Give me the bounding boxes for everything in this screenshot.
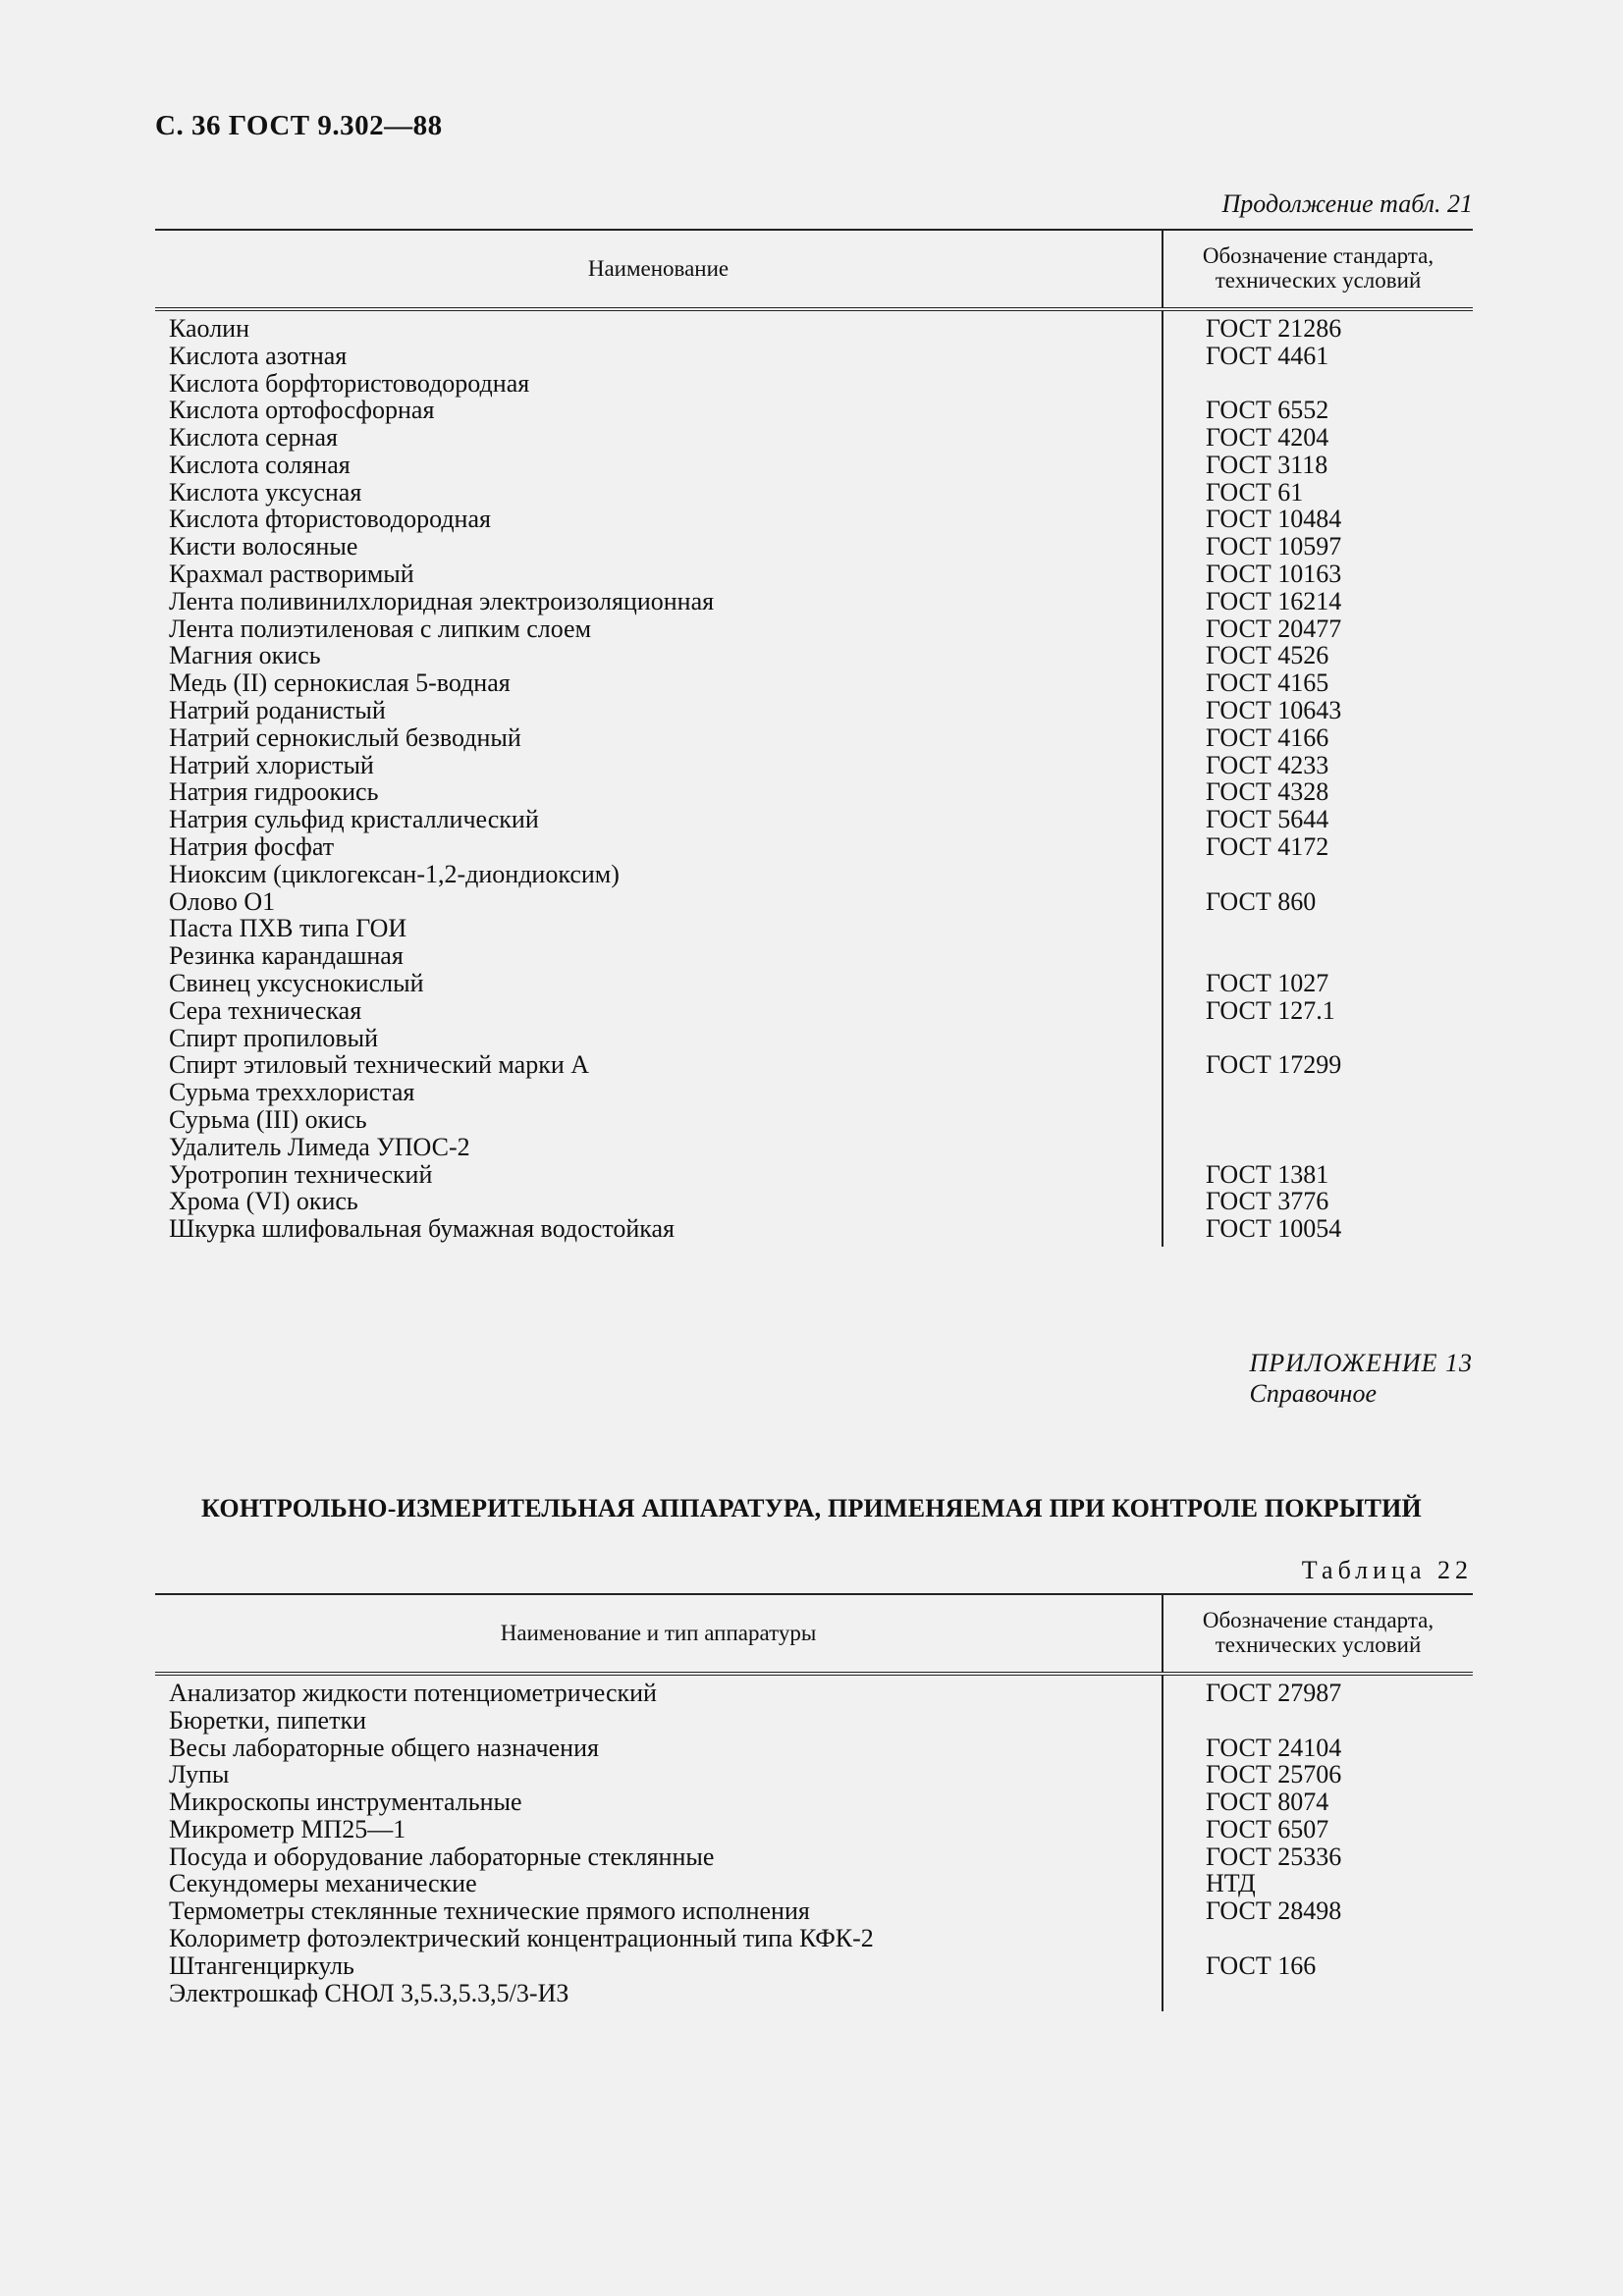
row-standard: ГОСТ 27987	[1206, 1678, 1342, 1707]
table-row	[155, 643, 1473, 670]
table-row	[155, 343, 1473, 370]
row-name: Лента полиэтиленовая с липким слоем	[169, 614, 592, 643]
row-name: Сурьма (III) окись	[169, 1105, 367, 1135]
row-name: Паста ПХВ типа ГОИ	[169, 914, 407, 943]
table-row	[155, 370, 1473, 398]
table-22-body	[155, 1676, 1473, 2011]
table-row	[155, 452, 1473, 479]
row-name: Кислота борфтористоводородная	[169, 368, 530, 398]
row-name: Свинец уксуснокислый	[169, 969, 424, 998]
row-standard: ГОСТ 20477	[1206, 614, 1342, 643]
row-standard: ГОСТ 21286	[1206, 313, 1342, 343]
row-name: Крахмал растворимый	[169, 560, 414, 589]
table-row	[155, 1079, 1473, 1106]
table-row	[155, 1816, 1473, 1843]
row-name: Медь (II) сернокислая 5-водная	[169, 668, 511, 698]
row-name: Микроскопы инструментальные	[169, 1788, 522, 1817]
row-name: Термометры стеклянные технические прямого исполнения	[169, 1896, 810, 1926]
row-standard: ГОСТ 10484	[1206, 505, 1342, 534]
row-name: Секундомеры механические	[169, 1869, 477, 1898]
table-row	[155, 1897, 1473, 1925]
row-name: Кисти волосяные	[169, 532, 358, 561]
table-21-header	[155, 229, 1473, 311]
table-row	[155, 615, 1473, 643]
table-row	[155, 397, 1473, 424]
table-22-col-standard-line1: Обозначение стандарта,	[1202, 1608, 1434, 1633]
table-row	[155, 1025, 1473, 1052]
row-name: Кислота ортофосфорная	[169, 396, 435, 425]
row-name: Кислота азотная	[169, 341, 348, 370]
row-name: Шкурка шлифовальная бумажная водостойкая	[169, 1214, 675, 1244]
table-row	[155, 779, 1473, 807]
row-standard: НТД	[1206, 1869, 1256, 1898]
row-name: Сурьма треххлористая	[169, 1078, 415, 1107]
table-row	[155, 1052, 1473, 1080]
row-standard: ГОСТ 4165	[1206, 668, 1329, 698]
row-name: Удалитель Лимеда УПОС-2	[169, 1132, 470, 1161]
table-row	[155, 588, 1473, 615]
row-standard: ГОСТ 28498	[1206, 1896, 1342, 1926]
section-title: КОНТРОЛЬНО-ИЗМЕРИТЕЛЬНАЯ АППАРАТУРА, ПРИМЕНЯЕМАЯ ПРИ КОНТРОЛЕ ПОКРЫТИЙ	[201, 1494, 1422, 1522]
row-standard: ГОСТ 10643	[1206, 696, 1342, 725]
row-name: Натрий хлористый	[169, 750, 374, 779]
row-name: Натрий роданистый	[169, 696, 386, 725]
row-standard: ГОСТ 10054	[1206, 1214, 1342, 1244]
row-name: Резинка карандашная	[169, 941, 404, 971]
table-22-col-standard	[1162, 1595, 1473, 1672]
table-row	[155, 669, 1473, 697]
row-name: Натрия сульфид кристаллический	[169, 805, 539, 834]
table-row	[155, 561, 1473, 588]
table-row	[155, 861, 1473, 888]
row-standard: ГОСТ 5644	[1206, 805, 1329, 834]
row-name: Натрий сернокислый безводный	[169, 722, 521, 752]
row-name: Уротропин технический	[169, 1159, 433, 1189]
table-row	[155, 970, 1473, 997]
table-row	[155, 1980, 1473, 2007]
table-row	[155, 1952, 1473, 1980]
row-name: Сера техническая	[169, 995, 362, 1025]
table-row	[155, 1871, 1473, 1898]
row-name: Колориметр фотоэлектрический концентрационный типа КФК-2	[169, 1924, 874, 1953]
row-name: Каолин	[169, 313, 249, 343]
row-standard: ГОСТ 10163	[1206, 560, 1342, 589]
table-22-label: Таблица 22	[1301, 1556, 1473, 1584]
row-standard: ГОСТ 6507	[1206, 1814, 1329, 1843]
row-name: Кислота фтористоводородная	[169, 505, 491, 534]
row-name: Кислота соляная	[169, 450, 351, 479]
row-name: Спирт пропиловый	[169, 1023, 379, 1052]
row-standard: ГОСТ 4166	[1206, 722, 1329, 752]
table-22-header	[155, 1593, 1473, 1676]
row-standard: ГОСТ 127.1	[1206, 995, 1335, 1025]
row-name: Анализатор жидкости потенциометрический	[169, 1678, 657, 1707]
page-header: С. 36 ГОСТ 9.302—88	[155, 110, 443, 141]
row-standard: ГОСТ 17299	[1206, 1050, 1342, 1080]
row-standard: ГОСТ 166	[1206, 1950, 1317, 1980]
table-row	[155, 888, 1473, 916]
row-name: Натрия гидроокись	[169, 777, 379, 807]
table-row	[155, 1707, 1473, 1735]
row-name: Ниоксим (циклогексан-1,2-диондиоксим)	[169, 859, 620, 888]
table-row	[155, 1134, 1473, 1161]
table-row	[155, 806, 1473, 833]
row-standard: ГОСТ 25336	[1206, 1842, 1342, 1871]
table-row	[155, 479, 1473, 507]
row-name: Бюретки, пипетки	[169, 1705, 366, 1735]
row-standard: ГОСТ 4204	[1206, 423, 1329, 453]
table-row	[155, 1680, 1473, 1707]
row-standard: ГОСТ 24104	[1206, 1733, 1342, 1762]
table-row	[155, 1215, 1473, 1243]
row-name: Посуда и оборудование лабораторные стеклянные	[169, 1842, 715, 1871]
row-name: Магния окись	[169, 641, 321, 670]
appendix-title: ПРИЛОЖЕНИЕ 13	[1249, 1349, 1473, 1377]
row-standard: ГОСТ 3776	[1206, 1187, 1329, 1216]
table-continuation-note: Продолжение табл. 21	[1221, 189, 1473, 218]
row-standard: ГОСТ 4172	[1206, 832, 1329, 862]
table-row	[155, 1789, 1473, 1816]
row-standard: ГОСТ 1027	[1206, 969, 1329, 998]
table-22	[155, 1593, 1473, 2011]
row-standard: ГОСТ 860	[1206, 886, 1317, 916]
row-name: Микрометр МП25—1	[169, 1814, 406, 1843]
table-row	[155, 424, 1473, 452]
table-row	[155, 752, 1473, 779]
table-row	[155, 1189, 1473, 1216]
appendix-heading	[1250, 1348, 1473, 1409]
table-21-col-standard	[1162, 231, 1473, 307]
row-name: Весы лабораторные общего назначения	[169, 1733, 599, 1762]
table-row	[155, 1161, 1473, 1189]
row-name: Электрошкаф СНОЛ 3,5.3,5.3,5/3-ИЗ	[169, 1978, 569, 2007]
row-standard: ГОСТ 8074	[1206, 1788, 1329, 1817]
row-standard: ГОСТ 61	[1206, 477, 1304, 507]
row-name: Лупы	[169, 1760, 230, 1789]
table-row	[155, 724, 1473, 752]
row-standard: ГОСТ 1381	[1206, 1159, 1329, 1189]
table-22-col-name: Наименование и тип аппаратуры	[500, 1621, 817, 1645]
table-row	[155, 916, 1473, 943]
row-standard: ГОСТ 6552	[1206, 396, 1329, 425]
row-standard: ГОСТ 4328	[1206, 777, 1329, 807]
row-name: Лента поливинилхлоридная электроизоляционная	[169, 586, 715, 615]
row-standard: ГОСТ 3118	[1206, 450, 1328, 479]
row-name: Натрия фосфат	[169, 832, 335, 862]
row-name: Олово О1	[169, 886, 276, 916]
table-22-col-standard-line2: технических условий	[1215, 1632, 1422, 1657]
row-name: Спирт этиловый технический марки А	[169, 1050, 590, 1080]
table-row	[155, 942, 1473, 970]
row-standard: ГОСТ 25706	[1206, 1760, 1342, 1789]
row-name: Хрома (VI) окись	[169, 1187, 358, 1216]
table-row	[155, 697, 1473, 724]
table-row	[155, 1761, 1473, 1789]
row-standard: ГОСТ 4233	[1206, 750, 1329, 779]
table-row	[155, 1843, 1473, 1871]
table-21	[155, 229, 1473, 1247]
row-name: Штангенциркуль	[169, 1950, 354, 1980]
table-row	[155, 833, 1473, 861]
table-row	[155, 507, 1473, 534]
table-row	[155, 1735, 1473, 1762]
table-21-col-name: Наименование	[587, 256, 730, 281]
table-21-col-standard-line2: технических условий	[1215, 268, 1422, 293]
row-standard: ГОСТ 16214	[1206, 586, 1342, 615]
appendix-subtitle: Справочное	[1249, 1379, 1377, 1409]
row-name: Кислота уксусная	[169, 477, 362, 507]
table-row	[155, 1106, 1473, 1134]
table-21-body	[155, 311, 1473, 1247]
table-row	[155, 997, 1473, 1025]
row-name: Кислота серная	[169, 423, 338, 453]
row-standard: ГОСТ 4461	[1206, 341, 1329, 370]
table-21-col-standard-line1: Обозначение стандарта,	[1202, 243, 1434, 269]
table-row	[155, 315, 1473, 343]
table-row	[155, 533, 1473, 561]
row-standard: ГОСТ 4526	[1206, 641, 1329, 670]
row-standard: ГОСТ 10597	[1206, 532, 1342, 561]
table-row	[155, 1925, 1473, 1952]
